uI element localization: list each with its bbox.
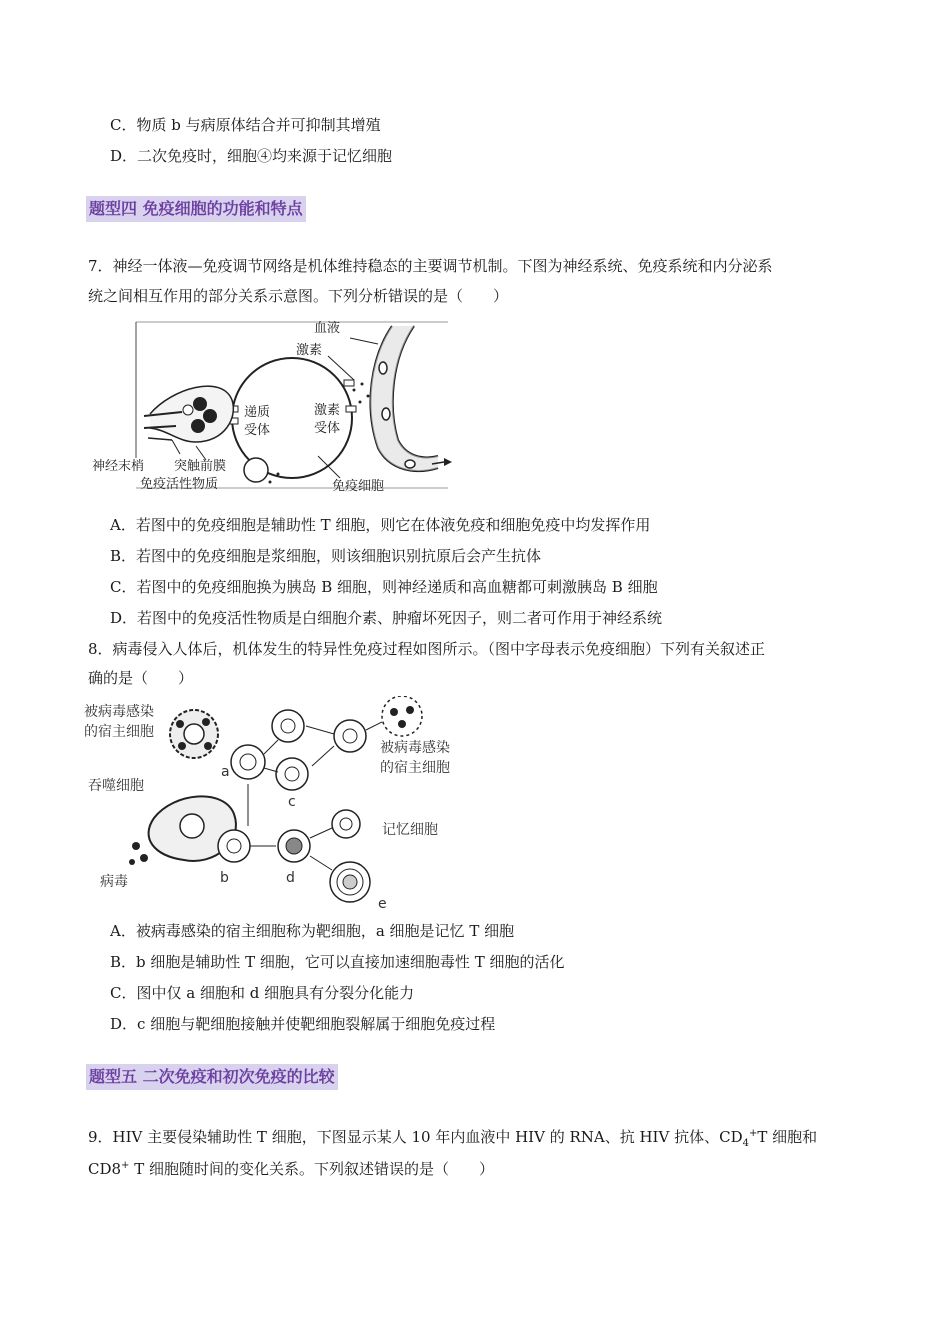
label-nerve-ending: 神经末梢 (92, 459, 145, 474)
label-cell-d: d (286, 870, 295, 886)
label-transmitter-receptor-1: 递质 (244, 405, 271, 420)
q8-stem-line2: 确的是（ ） (88, 669, 194, 687)
section-heading-4: 题型四 免疫细胞的功能和特点 (86, 196, 306, 222)
label-cell-b: b (220, 870, 229, 886)
q9-stem-part2: T 细胞和 (757, 1128, 818, 1146)
label-virus: 病毒 (100, 874, 128, 890)
label-presynaptic: 突触前膜 (174, 459, 227, 474)
q6-option-d: D．二次免疫时，细胞④均来源于记忆细胞 (110, 147, 393, 165)
label-hormone: 激素 (296, 343, 323, 358)
q9-cd8: CD8 (88, 1160, 122, 1178)
label-infected-host-1a: 被病毒感染 (84, 704, 154, 720)
q6-option-c: C．物质 b 与病原体结合并可抑制其增殖 (110, 116, 381, 134)
section-heading-5: 题型五 二次免疫和初次免疫的比较 (86, 1064, 338, 1090)
q8-option-a: A．被病毒感染的宿主细胞称为靶细胞，a 细胞是记忆 T 细胞 (110, 922, 515, 940)
label-infected-host-1b: 的宿主细胞 (84, 724, 154, 740)
q8-option-c: C．图中仅 a 细胞和 d 细胞具有分裂分化能力 (110, 984, 415, 1002)
q8-stem-line1: 8．病毒侵入人体后，机体发生的特异性免疫过程如图所示。（图中字母表示免疫细胞）下列有关叙述正 (88, 640, 766, 658)
q8-option-b: B．b 细胞是辅助性 T 细胞，它可以直接加速细胞毒性 T 细胞的活化 (110, 953, 565, 971)
q7-option-b: B．若图中的免疫细胞是浆细胞，则该细胞识别抗原后会产生抗体 (110, 547, 542, 565)
label-infected-host-2b: 的宿主细胞 (380, 760, 450, 776)
q7-option-a: A．若图中的免疫细胞是辅助性 T 细胞，则它在体液免疫和细胞免疫中均发挥作用 (110, 516, 651, 534)
label-active-substance: 免疫活性物质 (140, 477, 219, 492)
label-cell-c: c (288, 794, 296, 810)
label-cell-a: a (221, 764, 230, 780)
label-blood: 血液 (314, 321, 341, 336)
q7-stem-line2: 统之间相互作用的部分关系示意图。下列分析错误的是（ ） (88, 287, 509, 305)
label-immune-cell: 免疫细胞 (332, 479, 385, 494)
label-cell-e: e (378, 896, 387, 912)
q8-option-d: D．c 细胞与靶细胞接触并使靶细胞裂解属于细胞免疫过程 (110, 1015, 496, 1033)
q9-stem-line2-rest: T 细胞随时间的变化关系。下列叙述错误的是（ ） (129, 1160, 494, 1178)
label-hormone-receptor-1: 激素 (314, 403, 341, 418)
q9-stem-part1: 9．HIV 主要侵染辅助性 T 细胞，下图显示某人 10 年内血液中 HIV 的 RNA、抗 HIV 抗体、CD (88, 1128, 743, 1146)
label-infected-host-2a: 被病毒感染 (380, 740, 450, 756)
q7-option-d: D．若图中的免疫活性物质是白细胞介素、肿瘤坏死因子，则二者可作用于神经系统 (110, 609, 663, 627)
q7-stem-line1: 7．神经一体液—免疫调节网络是机体维持稳态的主要调节机制。下图为神经系统、免疫系统和内分泌系 (88, 257, 773, 275)
q9-cd4-sub: 4 (742, 1138, 749, 1149)
label-transmitter-receptor-2: 受体 (244, 423, 271, 438)
label-memory-cell: 记忆细胞 (382, 822, 438, 838)
q7-option-c: C．若图中的免疫细胞换为胰岛 B 细胞，则神经递质和高血糖都可刺激胰岛 B 细胞 (110, 578, 658, 596)
q9-stem-line1 (88, 1124, 817, 1154)
label-phagocyte: 吞噬细胞 (88, 778, 144, 794)
q7-figure (92, 318, 452, 498)
q8-figure (84, 696, 484, 914)
q9-stem-line2 (88, 1156, 494, 1179)
q9-cd8-sup: + (121, 1160, 130, 1171)
q9-cd4-sup: + (748, 1128, 758, 1139)
label-hormone-receptor-2: 受体 (314, 421, 341, 436)
